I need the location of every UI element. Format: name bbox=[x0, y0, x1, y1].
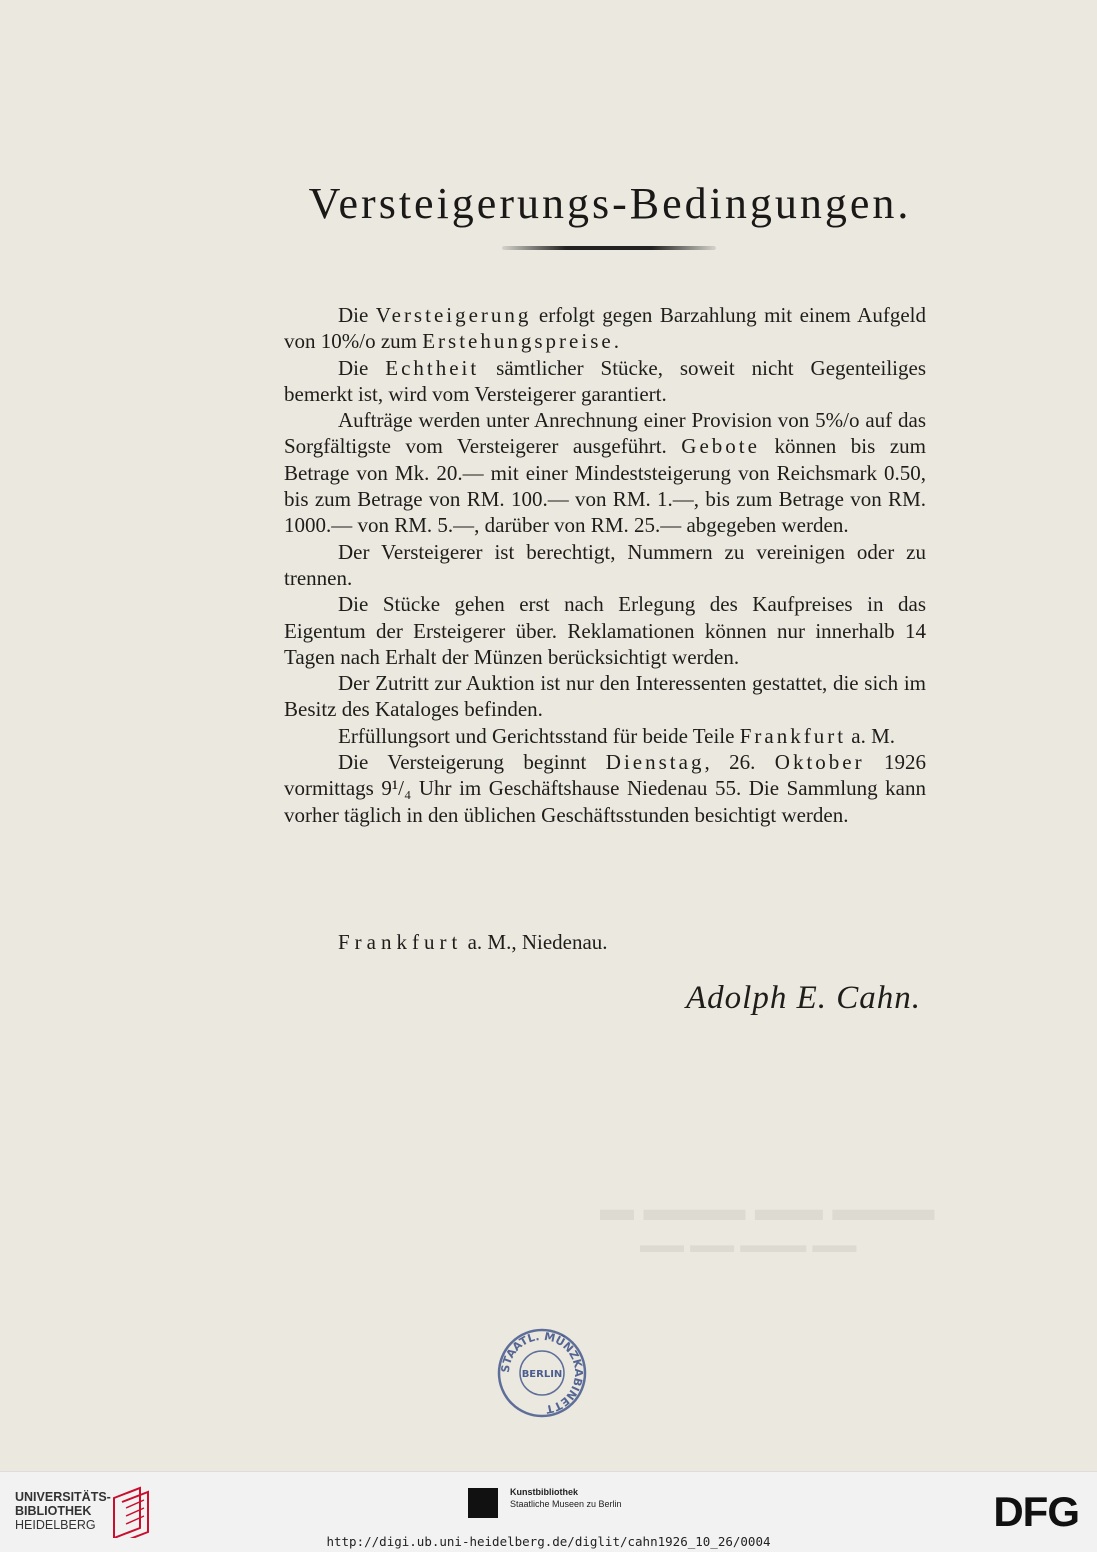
condition-paragraph: Erfüllungsort und Gerichtsstand für beide Teile Frankfurt a. M. bbox=[338, 723, 896, 748]
show-through-text: ▬▬ ▬▬ ▬▬▬ ▬▬ bbox=[640, 1232, 857, 1257]
spaced-emphasis: Dienstag bbox=[605, 750, 705, 775]
ub-heidelberg-logo-icon[interactable] bbox=[110, 1484, 154, 1538]
museum-stamp bbox=[496, 1327, 588, 1419]
condition-paragraph: Der Zutritt zur Auktion ist nur den Interessenten gestattet, die sich im Besitz des Kataloges befinden. bbox=[284, 671, 926, 722]
conditions-text bbox=[284, 302, 926, 828]
stamp-center-text: BERLIN bbox=[521, 1369, 563, 1380]
kunstbibliothek-logo-icon[interactable] bbox=[468, 1488, 498, 1518]
condition-paragraph: Die Echtheit sämtlicher Stücke, soweit nicht Gegenteiliges bemerkt ist, wird vom Versteigerer garantiert. bbox=[284, 355, 926, 406]
dfg-logo[interactable]: DFG bbox=[993, 1488, 1079, 1535]
spaced-emphasis: Versteigerung bbox=[375, 303, 532, 327]
kb-name: Kunstbibliothek bbox=[510, 1487, 578, 1497]
ub-heidelberg-label[interactable] bbox=[15, 1490, 111, 1532]
condition-paragraph: Die Versteigerung beginnt Dienstag, 26. Oktober 1926 vormittags 9¹/₄ Uhr im Geschäftshause Niedenau 55. Die Sammlung kann vorher täglich in den üblichen Geschäftsstunden besichtigt werden. bbox=[284, 750, 927, 827]
spaced-emphasis: Gebote bbox=[681, 434, 760, 459]
place-line bbox=[338, 930, 608, 955]
spaced-emphasis: Erstehungspreise bbox=[422, 329, 614, 354]
title-divider bbox=[502, 246, 716, 250]
spaced-emphasis: Frankfurt bbox=[739, 723, 847, 748]
ub-line3: HEIDELBERG bbox=[15, 1518, 96, 1532]
place-city: Frankfurt bbox=[338, 930, 463, 954]
spaced-emphasis: Echtheit bbox=[385, 355, 480, 380]
place-rest: a. M., Niedenau. bbox=[462, 930, 608, 954]
signature: Adolph E. Cahn. bbox=[686, 980, 921, 1016]
kb-subtitle: Staatliche Museen zu Berlin bbox=[510, 1499, 622, 1509]
show-through-text: ▬ ▬▬▬ ▬▬ ▬▬▬ bbox=[600, 1190, 935, 1228]
spaced-emphasis: Oktober bbox=[774, 750, 865, 775]
condition-paragraph: Die Versteigerung erfolgt gegen Barzahlung mit einem Aufgeld von 10%/o zum Erstehungspreise. bbox=[284, 303, 926, 354]
stamp-ring-text: STAATL. MÜNZKABINETT bbox=[498, 1329, 586, 1416]
condition-paragraph: Die Stücke gehen erst nach Erlegung des Kaufpreises in das Eigentum der Ersteigerer über. Reklamationen können nur innerhalb 14 Tagen nach Erhalt der Münzen berücksichtigt werden. bbox=[284, 592, 926, 669]
condition-paragraph: Der Versteigerer ist berechtigt, Nummern zu vereinigen oder zu trennen. bbox=[284, 539, 926, 590]
condition-paragraph: Aufträge werden unter Anrechnung einer Provision von 5%/o auf das Sorgfältigste vom Versteigerer ausgeführt. Gebote können bis zum Betrage von Mk. 20.— mit einer Mindeststeigerung von Reichsmark 0.50, bis zum Betrage von RM. 100.— von RM. 1.—, bis zum Betrage von RM. 1000.— von RM. 5.—, darüber von RM. 25.— abgegeben werden. bbox=[284, 408, 926, 538]
page-title: Versteigerungs-Bedingungen. bbox=[308, 179, 912, 228]
kunstbibliothek-label[interactable] bbox=[510, 1486, 622, 1510]
permalink-url[interactable]: http://digi.ub.uni-heidelberg.de/diglit/cahn1926_10_26/0004 bbox=[326, 1534, 771, 1549]
ub-line2: BIBLIOTHEK bbox=[15, 1504, 92, 1518]
ub-line1: UNIVERSITÄTS- bbox=[15, 1490, 111, 1504]
viewer-footer bbox=[0, 1471, 1097, 1552]
